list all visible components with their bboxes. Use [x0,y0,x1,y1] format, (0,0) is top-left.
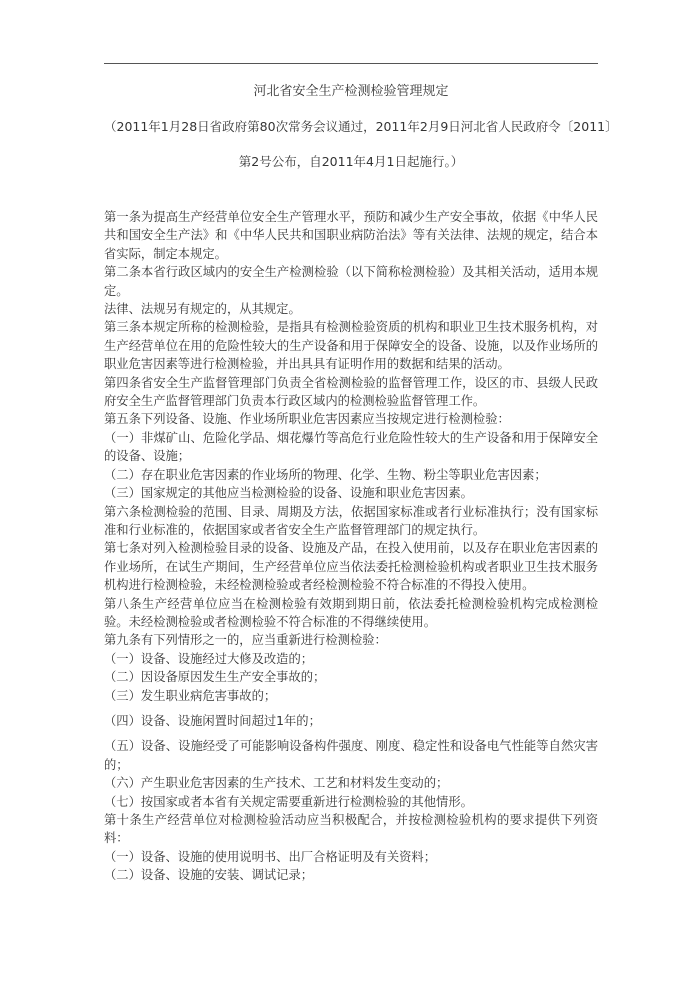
document-body [104,208,598,885]
article-5-item-2: （二）存在职业危害因素的作业场所的物理、化学、生物、粉尘等职业危害因素； [104,467,547,482]
article-5-item-3: （三）国家规定的其他应当检测检验的设备、设施和职业危害因素。 [104,486,473,501]
article-9-item-7: （七）按国家或者本省有关规定需要重新进行检测检验的其他情形。 [104,794,473,809]
article-3: 第三条本规定所称的检测检验，是指具有检测检验资质的机构和职业卫生技术服务机构，对生产经营单位在用的危险性较大的生产设备和用于保障安全的设备、设施，以及作业场所的职业危害因素等进行检测检验，并出具具有证明作用的数据和结果的活动。 [104,320,598,372]
article-8: 第八条生产经营单位应当在检测检验有效期到期日前，依法委托检测检验机构完成检测检验。未经检测检验或者检测检验不符合标准的不得继续使用。 [104,596,598,629]
article-9-item-6: （六）产生职业危害因素的生产技术、工艺和材料发生变动的； [104,776,449,791]
article-6: 第六条检测检验的范围、目录、周期及方法，依据国家标准或者行业标准执行；没有国家标准和行业标准的，依据国家或者省安全生产监督管理部门的规定执行。 [104,504,598,537]
document-subtitle-line1: （2011年1月28日省政府第80次常务会议通过，2011年2月9日河北省人民政府令〔2011〕 [104,119,618,134]
article-9-item-1: （一）设备、设施经过大修及改造的； [104,651,314,666]
article-4: 第四条省安全生产监督管理部门负责全省检测检验的监督管理工作，设区的市、县级人民政府安全生产监督管理部门负责本行政区域内的检测检验监督管理工作。 [104,375,598,409]
article-7: 第七条对列入检测检验目录的设备、设施及产品，在投入使用前，以及存在职业危害因素的作业场所，在试生产期间，生产经营单位应当依法委托检测检验机构或者职业卫生技术服务机构进行检测检验，未经检测检验或者经检测检验不符合标准的不得投入使用。 [104,541,598,593]
article-10: 第十条生产经营单位对检测检验活动应当积极配合，并按检测检验机构的要求提供下列资料： [104,813,598,846]
article-2-note: 法律、法规另有规定的，从其规定。 [104,302,301,317]
article-9-item-5: （五）设备、设施经受了可能影响设备构件强度、刚度、稳定性和设备电气性能等自然灾害的； [104,739,598,772]
article-9: 第九条有下列情形之一的，应当重新进行检测检验： [104,633,387,648]
article-10-item-2: （二）设备、设施的安装、调试记录； [104,868,314,883]
article-9-item-2: （二）因设备原因发生生产安全事故的； [104,670,326,685]
top-rule [104,63,598,64]
article-9-item-4: （四）设备、设施闲置时间超过1年的； [104,713,321,728]
document-subtitle-line2: 第2号公布，自2011年4月1日起施行。） [238,154,464,169]
article-2: 第二条本省行政区域内的安全生产检测检验（以下简称检测检验）及其相关活动，适用本规定。 [104,265,598,298]
article-1: 第一条为提高生产经营单位安全生产管理水平，预防和减少生产安全事故，依据《中华人民共和国安全生产法》和《中华人民共和国职业病防治法》等有关法律、法规的规定，结合本省实际，制定本规定。 [104,210,598,261]
article-5-item-1: （一）非煤矿山、危险化学品、烟花爆竹等高危行业危险性较大的生产设备和用于保障安全的设备、设施； [104,430,598,464]
article-9-item-3: （三）发生职业病危害事故的； [104,688,277,703]
article-5: 第五条下列设备、设施、作业场所职业危害因素应当按规定进行检测检验： [104,412,510,427]
document-title: 河北省安全生产检测检验管理规定 [253,84,449,99]
article-10-item-1: （一）设备、设施的使用说明书、出厂合格证明及有关资料； [104,849,437,864]
